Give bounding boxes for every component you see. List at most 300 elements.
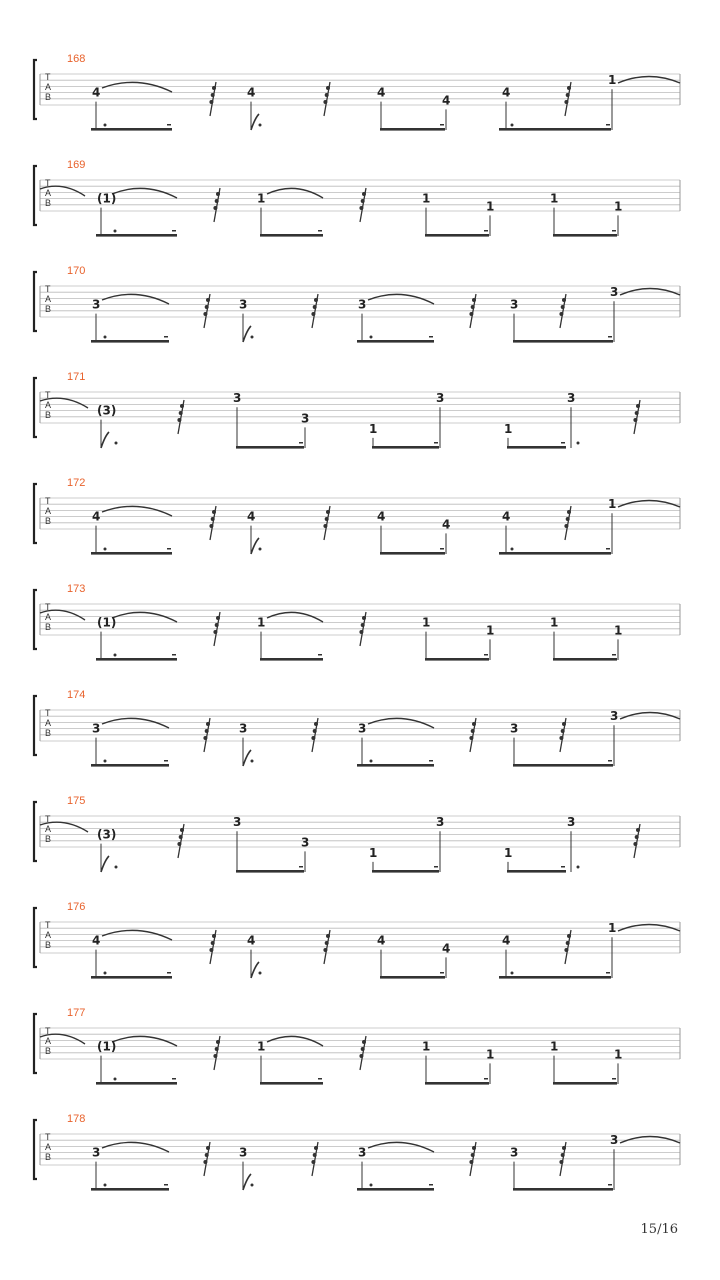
- rest-dot: [311, 312, 315, 316]
- note-beam: [499, 552, 611, 555]
- fret-number: 1: [257, 1039, 266, 1054]
- fret-number: 3: [358, 297, 367, 312]
- tie: [112, 612, 177, 622]
- measure-number: 177: [67, 1007, 86, 1019]
- note-beam: [380, 552, 445, 555]
- rest-dot: [559, 312, 563, 316]
- rest-dot: [180, 828, 184, 832]
- fret-number: 3: [436, 391, 445, 406]
- note-beam: [91, 552, 172, 555]
- system-172: [34, 477, 680, 555]
- rest-dot: [471, 305, 475, 309]
- rhythm-dot: [259, 548, 262, 551]
- rest-dot: [362, 616, 366, 620]
- tie: [112, 188, 177, 198]
- rest-dot: [323, 100, 327, 104]
- rest-dot: [567, 510, 571, 514]
- fret-number: 4: [377, 85, 386, 100]
- tab-clef-letter: T: [45, 72, 51, 82]
- rest-dot: [209, 948, 213, 952]
- fret-number: 3: [301, 835, 310, 850]
- rest-dot: [635, 411, 639, 415]
- rhythm-dot: [115, 442, 118, 445]
- note-beam: [96, 1082, 177, 1085]
- beam-tick: [606, 972, 610, 974]
- rhythm-dot: [511, 548, 514, 551]
- rest-dot: [215, 1047, 219, 1051]
- measure-number: 173: [67, 583, 86, 595]
- note-beam: [425, 234, 489, 237]
- beam-tick: [429, 760, 433, 762]
- fret-number: 3: [510, 297, 519, 312]
- beam-tick: [561, 866, 565, 868]
- beam-tick: [606, 124, 610, 126]
- fret-number: (1): [97, 615, 117, 630]
- rest-dot: [212, 86, 216, 90]
- note-beam: [357, 1188, 434, 1191]
- measure-number: 169: [67, 159, 86, 171]
- rest-dot: [564, 100, 568, 104]
- system-bracket: [34, 378, 37, 437]
- note-beam: [91, 764, 169, 767]
- fret-number: 4: [502, 933, 511, 948]
- note-beam: [553, 234, 617, 237]
- beam-tick: [299, 866, 303, 868]
- rest-dot: [203, 1160, 207, 1164]
- note-beam: [357, 764, 434, 767]
- tab-clef-letter: A: [45, 1142, 52, 1152]
- rest-dot: [206, 722, 210, 726]
- fret-number: 3: [233, 815, 242, 830]
- rest-dot: [211, 941, 215, 945]
- rest-dot: [211, 517, 215, 521]
- system-177: [34, 1007, 680, 1085]
- beam-tick: [440, 548, 444, 550]
- fret-number: 3: [358, 721, 367, 736]
- note-beam: [96, 234, 177, 237]
- beam-tick: [429, 1184, 433, 1186]
- rhythm-dot: [104, 336, 107, 339]
- measure-number: 171: [67, 371, 86, 383]
- rhythm-dot: [577, 442, 580, 445]
- rest-dot: [313, 305, 317, 309]
- fret-number: 1: [550, 615, 559, 630]
- fret-number: 3: [610, 709, 619, 724]
- rest-dot: [323, 948, 327, 952]
- note-beam: [236, 870, 304, 873]
- tab-clef-letter: B: [45, 304, 52, 314]
- beam-tick: [172, 230, 176, 232]
- rest-dot: [311, 736, 315, 740]
- tie: [618, 925, 680, 932]
- note-beam: [236, 446, 304, 449]
- system-170: [34, 265, 680, 343]
- tie: [267, 188, 323, 198]
- fret-number: (3): [97, 403, 117, 418]
- note-flag: [251, 962, 259, 978]
- rest-dot: [359, 630, 363, 634]
- tie: [368, 1142, 434, 1152]
- tie: [618, 501, 680, 508]
- fret-number: 3: [239, 721, 248, 736]
- rest-dot: [203, 312, 207, 316]
- rhythm-dot: [251, 336, 254, 339]
- rest-dot: [559, 736, 563, 740]
- note-beam: [91, 128, 172, 131]
- note-beam: [372, 446, 439, 449]
- fret-number: 4: [92, 933, 101, 948]
- fret-number: 3: [239, 1145, 248, 1160]
- fret-number: 1: [550, 191, 559, 206]
- beam-tick: [484, 1078, 488, 1080]
- fret-number: 1: [550, 1039, 559, 1054]
- fret-number: 1: [614, 1047, 623, 1062]
- rest-dot: [564, 524, 568, 528]
- note-beam: [425, 1082, 489, 1085]
- rest-dot: [564, 948, 568, 952]
- fret-number: 3: [436, 815, 445, 830]
- rest-dot: [212, 934, 216, 938]
- tab-clef-letter: A: [45, 612, 52, 622]
- rest-dot: [359, 1054, 363, 1058]
- rest-dot: [203, 736, 207, 740]
- rhythm-dot: [104, 760, 107, 763]
- rest-dot: [213, 1054, 217, 1058]
- note-beam: [380, 976, 445, 979]
- beam-tick: [167, 124, 171, 126]
- tie: [102, 294, 169, 304]
- rhythm-dot: [259, 972, 262, 975]
- rhythm-dot: [370, 760, 373, 763]
- beam-tick: [484, 654, 488, 656]
- fret-number: 1: [608, 73, 617, 88]
- tie: [618, 77, 680, 84]
- fret-number: 3: [239, 297, 248, 312]
- rest-dot: [314, 1146, 318, 1150]
- tab-clef-letter: B: [45, 622, 52, 632]
- rest-dot: [216, 192, 220, 196]
- tab-clef-letter: A: [45, 930, 52, 940]
- system-173: [34, 583, 680, 661]
- tab-clef-letter: A: [45, 718, 52, 728]
- note-flag: [101, 856, 109, 872]
- tab-clef-letter: B: [45, 92, 52, 102]
- note-beam: [553, 658, 617, 661]
- rhythm-dot: [114, 654, 117, 657]
- rest-dot: [566, 93, 570, 97]
- rest-dot: [314, 722, 318, 726]
- note-beam: [425, 658, 489, 661]
- note-beam: [357, 340, 434, 343]
- rest-dot: [216, 1040, 220, 1044]
- beam-tick: [172, 1078, 176, 1080]
- beam-tick: [434, 866, 438, 868]
- fret-number: 4: [502, 509, 511, 524]
- rest-dot: [206, 298, 210, 302]
- measure-number: 175: [67, 795, 86, 807]
- rest-dot: [326, 86, 330, 90]
- tab-clef-letter: T: [45, 390, 51, 400]
- tie: [267, 612, 323, 622]
- rest-dot: [359, 206, 363, 210]
- note-beam: [96, 658, 177, 661]
- rest-dot: [562, 298, 566, 302]
- note-flag: [101, 432, 109, 448]
- fret-number: (3): [97, 827, 117, 842]
- tab-clef-letter: T: [45, 496, 51, 506]
- fret-number: 3: [610, 285, 619, 300]
- rest-dot: [561, 305, 565, 309]
- fret-number: 1: [422, 1039, 431, 1054]
- rest-dot: [561, 1153, 565, 1157]
- rest-dot: [311, 1160, 315, 1164]
- rest-dot: [633, 418, 637, 422]
- fret-number: 3: [233, 391, 242, 406]
- note-beam: [91, 1188, 169, 1191]
- fret-number: 1: [257, 191, 266, 206]
- fret-number: 1: [369, 845, 378, 860]
- system-bracket: [34, 590, 37, 649]
- rest-dot: [472, 298, 476, 302]
- note-flag: [243, 1174, 251, 1190]
- note-beam: [513, 340, 613, 343]
- tab-clef-letter: B: [45, 834, 52, 844]
- rest-dot: [566, 941, 570, 945]
- fret-number: (1): [97, 1039, 117, 1054]
- system-bracket: [34, 484, 37, 543]
- rest-dot: [326, 510, 330, 514]
- fret-number: 4: [502, 85, 511, 100]
- note-beam: [499, 976, 611, 979]
- rest-dot: [206, 1146, 210, 1150]
- rest-dot: [325, 93, 329, 97]
- measure-number: 176: [67, 901, 86, 913]
- beam-tick: [440, 124, 444, 126]
- beam-tick: [167, 548, 171, 550]
- rest-dot: [313, 729, 317, 733]
- beam-tick: [429, 336, 433, 338]
- note-flag: [251, 538, 259, 554]
- note-flag: [243, 326, 251, 342]
- beam-tick: [561, 442, 565, 444]
- fret-number: 4: [442, 93, 451, 108]
- system-bracket: [34, 696, 37, 755]
- note-beam: [513, 1188, 613, 1191]
- rest-dot: [471, 1153, 475, 1157]
- fret-number: 1: [257, 615, 266, 630]
- rhythm-dot: [511, 124, 514, 127]
- beam-tick: [612, 230, 616, 232]
- fret-number: 3: [610, 1133, 619, 1148]
- fret-number: 1: [486, 199, 495, 214]
- rest-dot: [636, 828, 640, 832]
- fret-number: 4: [247, 933, 256, 948]
- page-number: 15/16: [640, 1222, 678, 1237]
- tie: [102, 1142, 169, 1152]
- system-bracket: [34, 166, 37, 225]
- tie: [112, 1036, 177, 1046]
- measure-number: 172: [67, 477, 86, 489]
- rest-dot: [471, 729, 475, 733]
- tab-clef-letter: B: [45, 1046, 52, 1056]
- tab-clef-letter: B: [45, 516, 52, 526]
- rhythm-dot: [577, 866, 580, 869]
- tab-clef-letter: A: [45, 82, 52, 92]
- system-bracket: [34, 1120, 37, 1179]
- rhythm-dot: [511, 972, 514, 975]
- rest-dot: [636, 404, 640, 408]
- tie: [620, 289, 680, 296]
- fret-number: (1): [97, 191, 117, 206]
- rest-dot: [314, 298, 318, 302]
- rhythm-dot: [370, 1184, 373, 1187]
- rest-dot: [469, 312, 473, 316]
- fret-number: 1: [608, 497, 617, 512]
- beam-tick: [440, 972, 444, 974]
- system-bracket: [34, 1014, 37, 1073]
- rest-dot: [313, 1153, 317, 1157]
- rest-dot: [562, 722, 566, 726]
- fret-number: 1: [422, 615, 431, 630]
- rest-dot: [562, 1146, 566, 1150]
- fret-number: 3: [358, 1145, 367, 1160]
- rhythm-dot: [104, 124, 107, 127]
- fret-number: 3: [567, 391, 576, 406]
- beam-tick: [434, 442, 438, 444]
- beam-tick: [608, 336, 612, 338]
- tab-clef-letter: A: [45, 824, 52, 834]
- fret-number: 1: [504, 421, 513, 436]
- tab-clef-letter: T: [45, 708, 51, 718]
- note-beam: [507, 870, 566, 873]
- rest-dot: [567, 934, 571, 938]
- rest-dot: [179, 411, 183, 415]
- rhythm-dot: [251, 760, 254, 763]
- rest-dot: [566, 517, 570, 521]
- note-beam: [380, 128, 445, 131]
- rest-dot: [325, 941, 329, 945]
- rhythm-dot: [114, 230, 117, 233]
- tie: [620, 713, 680, 720]
- beam-tick: [484, 230, 488, 232]
- tab-clef-letter: A: [45, 1036, 52, 1046]
- beam-tick: [608, 1184, 612, 1186]
- beam-tick: [612, 654, 616, 656]
- note-beam: [513, 764, 613, 767]
- rest-dot: [209, 100, 213, 104]
- tie: [102, 930, 172, 940]
- note-flag: [243, 750, 251, 766]
- fret-number: 4: [92, 85, 101, 100]
- rest-dot: [326, 934, 330, 938]
- rhythm-dot: [259, 124, 262, 127]
- tab-clef-letter: B: [45, 198, 52, 208]
- note-beam: [507, 446, 566, 449]
- note-beam: [260, 658, 323, 661]
- fret-number: 3: [92, 297, 101, 312]
- tab-clef-letter: T: [45, 284, 51, 294]
- rest-dot: [323, 524, 327, 528]
- measure-number: 170: [67, 265, 86, 277]
- rest-dot: [362, 1040, 366, 1044]
- fret-number: 1: [486, 623, 495, 638]
- fret-number: 3: [92, 721, 101, 736]
- system-178: [34, 1113, 680, 1191]
- rhythm-dot: [104, 548, 107, 551]
- tie: [620, 1137, 680, 1144]
- rest-dot: [212, 510, 216, 514]
- rest-dot: [211, 93, 215, 97]
- fret-number: 3: [301, 411, 310, 426]
- tab-clef-letter: T: [45, 602, 51, 612]
- fret-number: 1: [422, 191, 431, 206]
- fret-number: 4: [442, 941, 451, 956]
- note-beam: [260, 234, 323, 237]
- system-176: [34, 901, 680, 979]
- rest-dot: [635, 835, 639, 839]
- system-bracket: [34, 272, 37, 331]
- rest-dot: [567, 86, 571, 90]
- tab-clef-letter: A: [45, 294, 52, 304]
- rhythm-dot: [114, 1078, 117, 1081]
- note-flag: [251, 114, 259, 130]
- rest-dot: [216, 616, 220, 620]
- fret-number: 3: [567, 815, 576, 830]
- system-169: [34, 159, 680, 237]
- measure-number: 168: [67, 53, 86, 65]
- tab-clef-letter: T: [45, 1026, 51, 1036]
- beam-tick: [318, 654, 322, 656]
- note-beam: [553, 1082, 617, 1085]
- note-beam: [372, 870, 439, 873]
- fret-number: 1: [369, 421, 378, 436]
- rest-dot: [215, 199, 219, 203]
- system-175: [34, 795, 680, 873]
- fret-number: 4: [377, 509, 386, 524]
- note-beam: [499, 128, 611, 131]
- rest-dot: [472, 722, 476, 726]
- fret-number: 4: [442, 517, 451, 532]
- rest-dot: [325, 517, 329, 521]
- fret-number: 1: [614, 199, 623, 214]
- beam-tick: [164, 760, 168, 762]
- note-beam: [91, 340, 169, 343]
- tab-clef-letter: A: [45, 506, 52, 516]
- tie: [102, 718, 169, 728]
- beam-tick: [606, 548, 610, 550]
- tab-clef-letter: T: [45, 814, 51, 824]
- tab-clef-letter: T: [45, 920, 51, 930]
- beam-tick: [608, 760, 612, 762]
- fret-number: 1: [504, 845, 513, 860]
- system-168: [34, 53, 680, 131]
- fret-number: 4: [247, 509, 256, 524]
- fret-number: 3: [510, 721, 519, 736]
- tab-clef-letter: A: [45, 188, 52, 198]
- system-bracket: [34, 908, 37, 967]
- rest-dot: [362, 192, 366, 196]
- fret-number: 1: [608, 921, 617, 936]
- rest-dot: [209, 524, 213, 528]
- fret-number: 3: [510, 1145, 519, 1160]
- rest-dot: [205, 729, 209, 733]
- fret-number: 1: [614, 623, 623, 638]
- beam-tick: [612, 1078, 616, 1080]
- fret-number: 1: [486, 1047, 495, 1062]
- rest-dot: [179, 835, 183, 839]
- rhythm-dot: [104, 1184, 107, 1187]
- beam-tick: [318, 1078, 322, 1080]
